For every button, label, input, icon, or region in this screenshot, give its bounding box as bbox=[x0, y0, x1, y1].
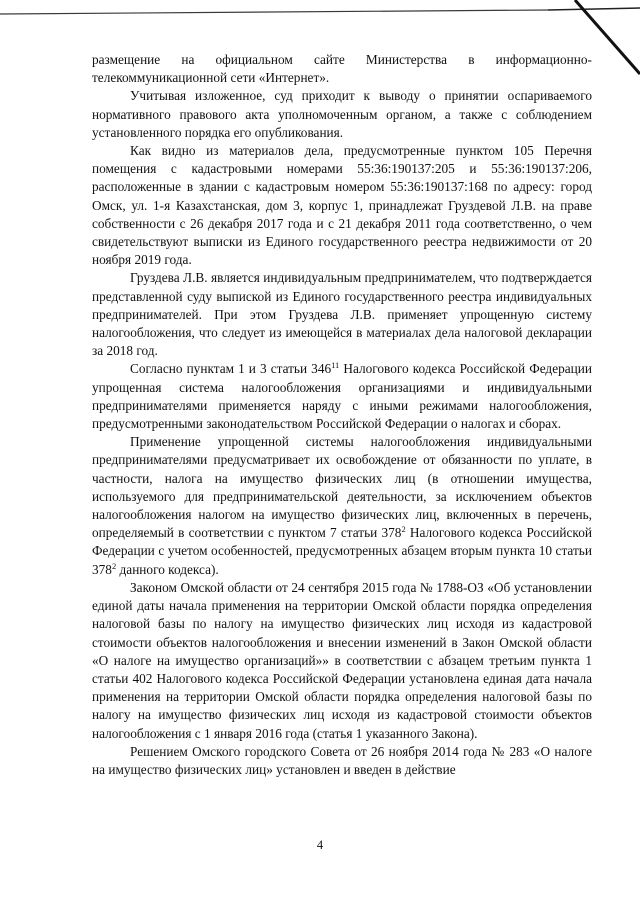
superscript: 2 bbox=[111, 560, 117, 571]
text-run: Законом Омской области от 24 сентября 2015 года № 1788-ОЗ «Об установлении единой даты начала применения на территории Омской области порядка определения налоговой базы по налогу на имущество физических лиц исходя из кадастровой стоимости объектов налогообложения и внесении изменений в Закон Омской области «О налоге на имущество организаций»» в соответствии с абзацем третьим пункта 1 статьи 402 Налогового кодекса Российской Федерации установлена единая дата начала применения на территории Омской области порядка определения налоговой базы по налогу на имущество физических лиц исходя из кадастровой стоимости объектов налогообложения с 1 января 2016 года (статья 1 указанного Закона). bbox=[92, 579, 592, 741]
text-run: Учитывая изложенное, суд приходит к выводу о принятии оспариваемого нормативного правового акта уполномоченным органом, а также с соблюдением установленного порядка его опубликования. bbox=[92, 88, 592, 140]
text-run: данного кодекса). bbox=[116, 561, 219, 577]
text-run: Как видно из материалов дела, предусмотренные пунктом 105 Перечня помещения с кадастровыми номерами 55:36:190137:205 и 55:36:190137:206, расположенные в здании с кадастровым номером 55:36:190137:168 по адресу: город Омск, ул. 1-я Казахстанская, дом 3, корпус 1, принадлежат Груздевой Л.В. на праве собственности с 26 декабря 2017 года и с 21 декабря 2011 года соответственно, о чем свидетельствуют выписки из Единого государственного реестра недвижимости от 20 ноября 2019 года. bbox=[92, 143, 592, 268]
paragraph bbox=[92, 433, 592, 579]
paragraph bbox=[92, 360, 592, 433]
paragraph bbox=[92, 51, 592, 87]
text-run: размещение на официальном сайте Министерства в информационно-телекоммуникационной сети «Интернет». bbox=[92, 52, 592, 86]
text-run: Согласно пунктам 1 и 3 статьи 346 bbox=[130, 361, 332, 377]
text-run: Применение упрощенной системы налогообложения индивидуальными предпринимателями предусматривает их освобождение от обязанности по уплате, в частности, налога на имущество физических лиц (в отношении имущества, используемого для предпринимательской деятельности, за исключением объектов налогообложения налогом на имущество физических лиц, включенных в перечень, определяемый в соответствии с пунктом 7 статьи 378 bbox=[92, 434, 592, 541]
text-run: Налогового кодекса Российской Федерации с учетом особенностей, предусмотренных абзацем вторым пункта 10 статьи 378 bbox=[92, 525, 592, 577]
page-number: 4 bbox=[316, 838, 324, 852]
paragraph bbox=[92, 269, 592, 360]
text-run: Груздева Л.В. является индивидуальным предпринимателем, что подтверждается представленной суду выпиской из Единого государственного реестра индивидуальных предпринимателей. При этом Груздева Л.В. применяет упрощенную систему налогообложения, что следует из имеющейся в материалах дела налоговой декларации за 2018 год. bbox=[92, 270, 592, 359]
paragraph bbox=[92, 743, 592, 779]
paragraph bbox=[92, 87, 592, 142]
document-body bbox=[92, 51, 592, 779]
paragraph bbox=[92, 142, 592, 269]
superscript: 11 bbox=[331, 360, 340, 371]
paragraph bbox=[92, 579, 592, 743]
text-run: Налогового кодекса Российской Федерации упрощенная система налогообложения организациями и индивидуальными предпринимателями применяется наряду с иными режимами налогообложения, предусмотренными законодательством Российской Федерации о налогах и сборах. bbox=[92, 361, 592, 432]
superscript: 2 bbox=[401, 524, 406, 535]
text-run: Решением Омского городского Совета от 26 ноября 2014 года № 283 «О налоге на имущество физических лиц» установлен и введен в действие bbox=[92, 743, 592, 777]
